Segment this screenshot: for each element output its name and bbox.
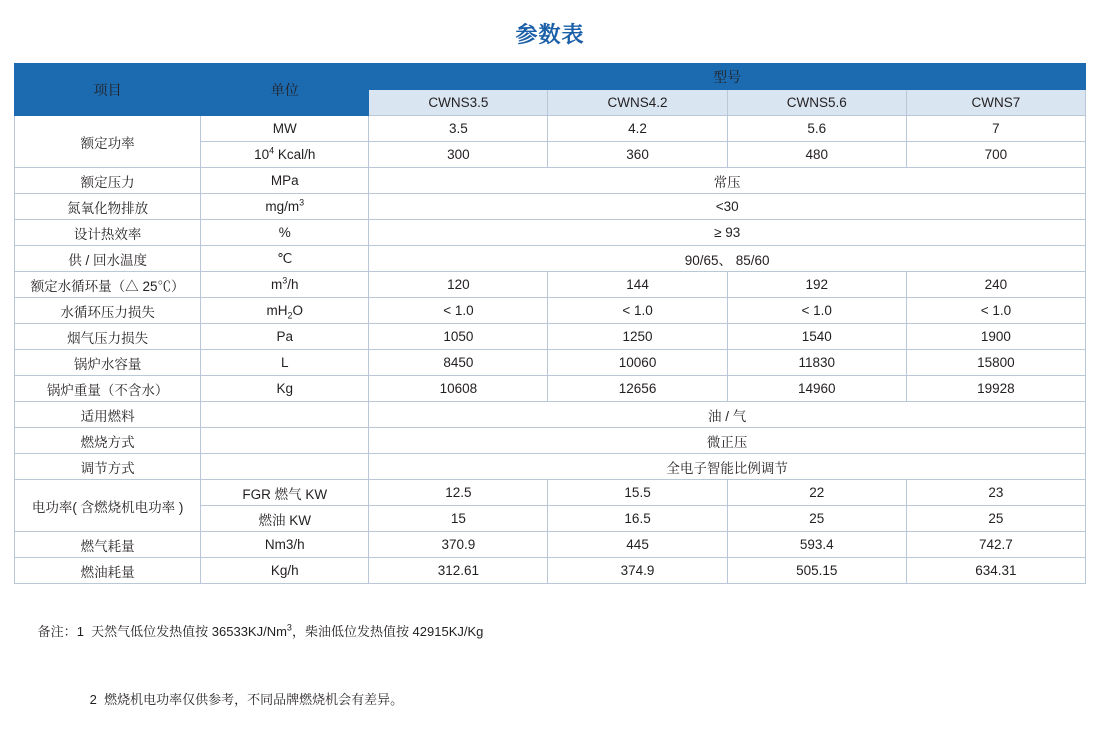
note-prefix: 备注： [37,623,77,639]
row-merged-value: 90/65、 85/60 [369,246,1086,272]
header-model-cwns7: CWNS7 [906,90,1085,116]
row-merged-value: 油 / 气 [369,402,1086,428]
header-model-cwns5-6: CWNS5.6 [727,90,906,116]
row-label: 烟气压力损失 [15,324,201,350]
header-model-cwns3-5: CWNS3.5 [369,90,548,116]
header-unit: 单位 [201,64,369,116]
note-1-number: 1 [76,623,84,639]
row-value: 1050 [369,324,548,350]
row-unit [201,454,369,480]
row-value: 1900 [906,324,1085,350]
row-unit: $mg/m^3$ [201,194,369,220]
row-unit: Kg/h [201,558,369,584]
row-value: 15 [369,506,548,532]
row-value: 3.5 [369,116,548,142]
table-header-row-1 [15,64,1086,90]
note-1-text: 天然气低位发热值按 36533KJ/Nm$^3$，柴油低位发热值按 42915KJ/Kg [91,622,484,639]
row-value: 10060 [548,350,727,376]
row-value: 25 [906,506,1085,532]
table-row [15,402,1086,428]
row-merged-value: ≥ 93 [369,220,1086,246]
row-value: 12656 [548,376,727,402]
row-unit [201,402,369,428]
table-row [15,454,1086,480]
row-label: 适用燃料 [15,402,201,428]
table-row [15,298,1086,324]
row-value: 480 [727,142,906,168]
row-label: 电功率( 含燃烧机电功率 ) [15,480,201,532]
row-unit: MPa [201,168,369,194]
row-value: 374.9 [548,558,727,584]
row-value: < 1.0 [727,298,906,324]
row-value: 300 [369,142,548,168]
header-item: 项目 [15,64,201,116]
row-unit: Pa [201,324,369,350]
table-row [15,194,1086,220]
row-value: 144 [548,272,727,298]
row-value: 7 [906,116,1085,142]
row-value: 240 [906,272,1085,298]
header-model-cwns4-2: CWNS4.2 [548,90,727,116]
row-unit: $mH_2O$ [201,298,369,324]
page-title: 参数表 [515,22,585,47]
table-row [15,220,1086,246]
row-unit: % [201,220,369,246]
row-value: 370.9 [369,532,548,558]
table-row [15,350,1086,376]
row-label: 额定水循环量（△ 25℃） [15,272,201,298]
note-2-number: 2 [89,692,97,707]
table-row [15,558,1086,584]
row-value: 10608 [369,376,548,402]
row-label: 燃气耗量 [15,532,201,558]
row-label: 额定压力 [15,168,201,194]
table-row [15,376,1086,402]
row-value: 1250 [548,324,727,350]
table-body [15,116,1086,584]
row-value: 634.31 [906,558,1085,584]
row-unit: Nm3/h [201,532,369,558]
table-row [15,324,1086,350]
table-row [15,428,1086,454]
row-value: 19928 [906,376,1085,402]
row-value: 15800 [906,350,1085,376]
row-value: 8450 [369,350,548,376]
row-value: 15.5 [548,480,727,506]
row-merged-value: <30 [369,194,1086,220]
row-merged-value: 全电子智能比例调节 [369,454,1086,480]
row-value: 14960 [727,376,906,402]
row-value: < 1.0 [369,298,548,324]
row-unit: Kg [201,376,369,402]
note-line-1 [16,598,1084,666]
table-head [15,64,1086,116]
row-merged-value: 常压 [369,168,1086,194]
notes-block [0,584,1100,735]
row-value: < 1.0 [906,298,1085,324]
table-row [15,532,1086,558]
row-value: 445 [548,532,727,558]
row-unit: ℃ [201,246,369,272]
row-unit: FGR 燃气 KW [201,480,369,506]
row-merged-value: 微正压 [369,428,1086,454]
row-value: 23 [906,480,1085,506]
row-value: 700 [906,142,1085,168]
row-value: 312.61 [369,558,548,584]
row-value: 4.2 [548,116,727,142]
row-unit [201,428,369,454]
row-value: 22 [727,480,906,506]
row-label: 额定功率 [15,116,201,168]
row-label: 锅炉水容量 [15,350,201,376]
row-label: 氮氧化物排放 [15,194,201,220]
row-unit: $m^3/h$ [201,272,369,298]
note-2-text: 燃烧机电功率仅供参考，不同品牌燃烧机会有差异。 [104,692,404,707]
row-value: 11830 [727,350,906,376]
row-value: 1540 [727,324,906,350]
row-value: < 1.0 [548,298,727,324]
row-unit: $10^4$ Kcal/h [201,142,369,168]
row-value: 593.4 [727,532,906,558]
row-value: 12.5 [369,480,548,506]
row-unit: L [201,350,369,376]
table-row [15,246,1086,272]
row-label: 设计热效率 [15,220,201,246]
row-value: 742.7 [906,532,1085,558]
table-row [15,116,1086,142]
row-unit: MW [201,116,369,142]
table-row [15,480,1086,506]
row-label: 燃油耗量 [15,558,201,584]
row-label: 供 / 回水温度 [15,246,201,272]
table-row [15,168,1086,194]
row-value: 505.15 [727,558,906,584]
table-row [15,272,1086,298]
row-label: 燃烧方式 [15,428,201,454]
row-value: 192 [727,272,906,298]
parameters-table [14,63,1086,584]
header-model-group: 型号 [369,64,1086,90]
table-container [0,63,1100,584]
row-value: 25 [727,506,906,532]
row-label: 锅炉重量（不含水） [15,376,201,402]
row-value: 120 [369,272,548,298]
row-label: 水循环压力损失 [15,298,201,324]
row-value: 5.6 [727,116,906,142]
row-label: 调节方式 [15,454,201,480]
row-value: 360 [548,142,727,168]
row-unit: 燃油 KW [201,506,369,532]
note-line-2 [16,666,1084,734]
row-value: 16.5 [548,506,727,532]
